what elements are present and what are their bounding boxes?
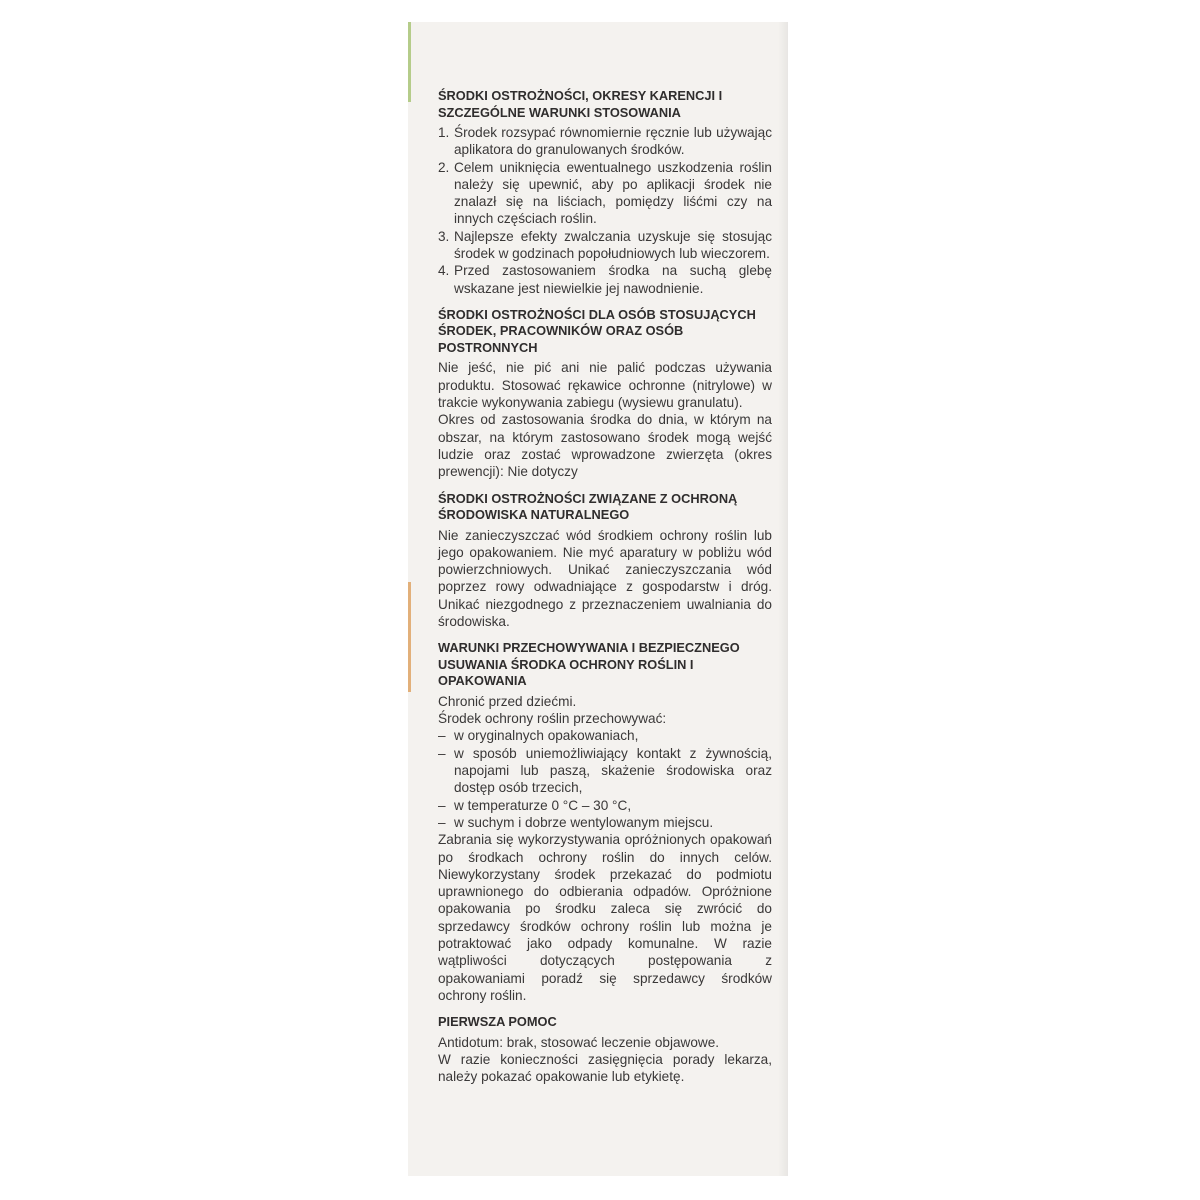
list-item-text: Środek rozsypać równomiernie ręcznie lub używając aplikatora do granulowanych środków. bbox=[454, 125, 772, 158]
list-item bbox=[438, 814, 772, 831]
panel-shadow bbox=[778, 22, 788, 1176]
list-item bbox=[438, 262, 772, 297]
section-environment bbox=[438, 491, 772, 631]
list-item-text: w suchym i dobrze wentylowanym miejscu. bbox=[454, 814, 714, 830]
list-number: 2. bbox=[438, 159, 450, 175]
section-careful-use bbox=[438, 88, 772, 297]
package-side-panel bbox=[408, 22, 788, 1176]
list-number: 3. bbox=[438, 228, 450, 244]
list-item-text: w sposób uniemożliwiający kontakt z żywnością, napojami lub paszą, skażenie środowiska oraz dostęp osób trzecich, bbox=[454, 745, 772, 796]
paragraph: Chronić przed dziećmi. bbox=[438, 693, 577, 709]
section-heading: ŚRODKI OSTROŻNOŚCI ZWIĄZANE Z OCHRONĄ ŚRODOWISKA NATURALNEGO bbox=[438, 490, 738, 523]
section-heading: PIERWSZA POMOC bbox=[438, 1014, 557, 1030]
list-item bbox=[438, 228, 772, 263]
dash-bullet: – bbox=[438, 797, 446, 813]
label-text-content bbox=[438, 88, 772, 1096]
numbered-list bbox=[438, 124, 772, 297]
list-item bbox=[438, 797, 772, 814]
list-item-text: w temperaturze 0 °C – 30 °C, bbox=[454, 797, 632, 813]
green-edge-accent bbox=[408, 22, 411, 102]
section-heading: ŚRODKI OSTROŻNOŚCI, OKRESY KARENCJI I SZCZEGÓLNE WARUNKI STOSOWANIA bbox=[438, 88, 723, 120]
paragraph: W razie konieczności zasięgnięcia porady lekarza, należy pokazać opakowanie lub etykietę. bbox=[438, 1051, 772, 1085]
orange-edge-accent bbox=[408, 582, 411, 692]
list-item bbox=[438, 124, 772, 159]
list-item-text: w oryginalnych opakowaniach, bbox=[454, 728, 639, 744]
section-heading: ŚRODKI OSTROŻNOŚCI DLA OSÓB STOSUJĄCYCH ŚRODEK, PRACOWNIKÓW ORAZ OSÓB POSTRONNYCH bbox=[438, 306, 756, 355]
list-item-text: Najlepsze efekty zwalczania uzyskuje się stosując środek w godzinach popołudniowych lub wieczorem. bbox=[454, 228, 772, 262]
paragraph: Środek ochrony roślin przechowywać: bbox=[438, 711, 667, 727]
list-item bbox=[438, 159, 772, 228]
paragraph: Okres od zastosowania środka do dnia, w którym na obszar, na którym zastosowano środek mogą wejść ludzie oraz zostać wprowadzone zwierzęta (okres prewencji): Nie dotyczy bbox=[438, 412, 772, 480]
paragraph: Antidotum: brak, stosować leczenie objawowe. bbox=[438, 1034, 720, 1050]
list-item-text: Przed zastosowaniem środka na suchą glebę wskazane jest niewielkie jej nawodnienie. bbox=[454, 263, 772, 296]
dash-bullet: – bbox=[438, 745, 446, 761]
dash-bullet: – bbox=[438, 728, 446, 744]
list-item bbox=[438, 745, 772, 797]
list-item bbox=[438, 727, 772, 744]
section-storage bbox=[438, 640, 772, 1004]
paragraph: Nie jeść, nie pić ani nie palić podczas używania produktu. Stosować rękawice ochronne (nitrylowe) w trakcie wykonywania zabiegu (wysiewu granulatu). bbox=[438, 360, 772, 411]
dash-bullet: – bbox=[438, 814, 446, 830]
paragraph: Nie zanieczyszczać wód środkiem ochrony roślin lub jego opakowaniem. Nie myć aparatury w pobliżu wód powierzchniowych. Unikać zanieczyszczania wód poprzez rowy odwadniające z gospodarstw i dróg. Unikać niezgodnego z przeznaczeniem uwalniania do środowiska. bbox=[438, 527, 772, 630]
dash-list bbox=[438, 727, 772, 831]
list-item-text: Celem uniknięcia ewentualnego uszkodzenia roślin należy się upewnić, aby po aplikacji środek nie znalazł się na liściach, pomiędzy liśćmi czy na innych częściach roślin. bbox=[454, 159, 772, 227]
section-operators bbox=[438, 307, 772, 481]
section-heading: WARUNKI PRZECHOWYWANIA I BEZPIECZNEGO USUWANIA ŚRODKA OCHRONY ROŚLIN I OPAKOWANIA bbox=[438, 640, 740, 689]
paragraph: Zabrania się wykorzystywania opróżnionych opakowań po środkach ochrony roślin do innych celów. Niewykorzystany środek przekazać do podmiotu uprawnionego do odbierania odpadów. Opróżnione opakowania po środku zaleca się zwrócić do sprzedawcy środków ochrony roślin lub można je potraktować jako odpady komunalne. W razie wątpliwości dotyczących postępowania z opakowaniami poradź się sprzedawcy środków ochrony roślin. bbox=[438, 832, 772, 1003]
list-number: 4. bbox=[438, 263, 450, 279]
list-number: 1. bbox=[438, 125, 450, 140]
section-first-aid bbox=[438, 1014, 772, 1085]
